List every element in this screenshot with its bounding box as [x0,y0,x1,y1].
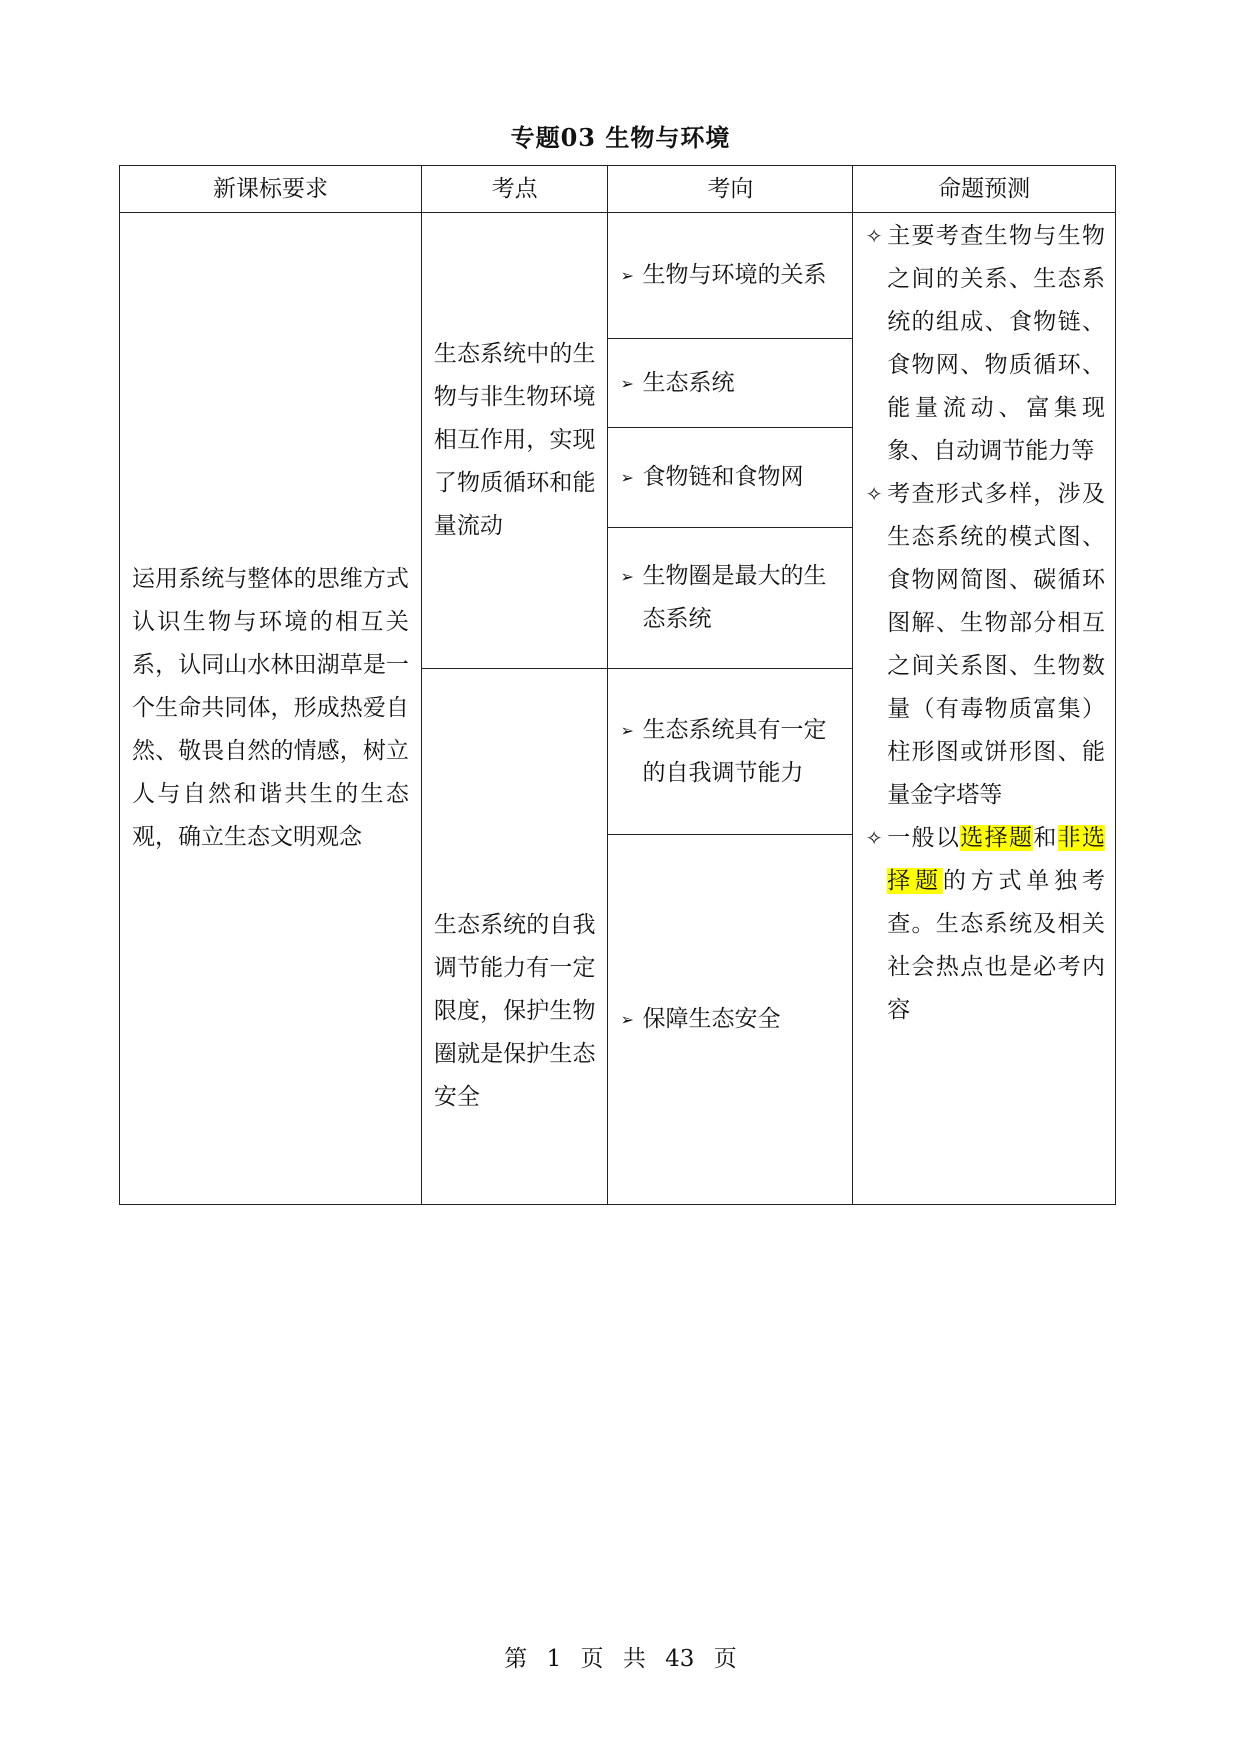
cell-knowledge-point-1 [421,213,608,669]
arrow-icon: ➢ [620,373,634,393]
prediction-text-part: 的方式单独考查。生态系统及相关社会热点也是必考内容 [887,868,1106,1023]
prediction-text-part: 和 [1033,825,1058,851]
standard-text: 运用系统与整体的思维方式认识生物与环境的相互关系，认同山水林田湖草是一个生命共同体，形成热爱自然、敬畏自然的情感，树立人与自然和谐共生的生态观，确立生态文明观念 [132,566,409,850]
arrow-icon: ➢ [620,720,634,740]
cell-prediction [853,213,1116,1205]
knowledge-point-text: 生态系统中的生物与非生物环境相互作用，实现了物质循环和能量流动 [433,341,596,539]
direction-text: 保障生态安全 [642,1006,781,1032]
prediction-item-3 [863,817,1105,1032]
star-bullet-icon: ✧ [865,826,883,850]
footer-word: 页 [580,1646,604,1672]
arrow-icon: ➢ [620,567,634,586]
header-prediction: 命题预测 [853,166,1116,213]
star-bullet-icon: ✧ [865,482,883,506]
cell-direction-2 [608,339,853,428]
syllabus-table [119,165,1116,1205]
direction-text: 生态系统具有一定的自我调节能力 [642,716,827,786]
header-knowledge-point: 考点 [421,166,608,213]
prediction-text: 考查形式多样，涉及生态系统的模式图、食物网简图、碳循环图解、生物部分相互之间关系图、生物数量（有毒物质富集）柱形图或饼形图、能量金字塔等 [887,481,1105,808]
prediction-text-part: 一般以 [887,825,961,851]
direction-text: 生物与环境的关系 [642,262,827,288]
prediction-text [885,817,1105,1032]
prediction-item-1 [863,215,1105,473]
prediction-item-2 [863,473,1105,817]
footer-word: 第 [504,1646,528,1672]
footer-word: 页 [713,1646,737,1672]
cell-direction-4 [608,528,853,669]
header-direction: 考向 [608,166,853,213]
direction-text: 生物圈是最大的生态系统 [642,563,827,632]
cell-knowledge-point-2 [421,669,608,1205]
prediction-text: 主要考查生物与生物之间的关系、生态系统的组成、食物链、食物网、物质循环、能量流动、富集现象、自动调节能力等 [887,223,1105,464]
highlight-non-choice: 非选择题 [887,825,1106,894]
table-row [120,213,1116,339]
direction-item [620,254,840,297]
current-page-number: 1 [546,1646,562,1672]
page-footer [0,1640,1241,1673]
cell-direction-5 [608,669,853,835]
highlight-choice: 选择题 [960,825,1034,851]
arrow-icon: ➢ [620,1010,634,1029]
direction-item [620,709,840,795]
arrow-icon: ➢ [620,266,634,285]
cell-direction-6 [608,835,853,1205]
direction-item [620,555,840,641]
page-title: 专题03 生物与环境 [510,123,731,152]
direction-text: 食物链和食物网 [642,464,804,490]
arrow-icon: ➢ [620,468,634,487]
knowledge-point-text: 生态系统的自我调节能力有一定限度，保护生物圈就是保护生态安全 [433,912,596,1110]
direction-item [620,456,840,499]
header-standard: 新课标要求 [120,166,422,213]
star-bullet-icon: ✧ [865,224,883,248]
direction-text: 生态系统 [642,369,735,396]
direction-item [620,998,840,1041]
direction-item [620,362,840,405]
footer-word: 共 [622,1646,646,1672]
cell-direction-3 [608,428,853,528]
cell-standard [120,213,422,1205]
total-page-count: 43 [665,1646,695,1672]
cell-direction-1 [608,213,853,339]
table-header-row [120,166,1116,213]
